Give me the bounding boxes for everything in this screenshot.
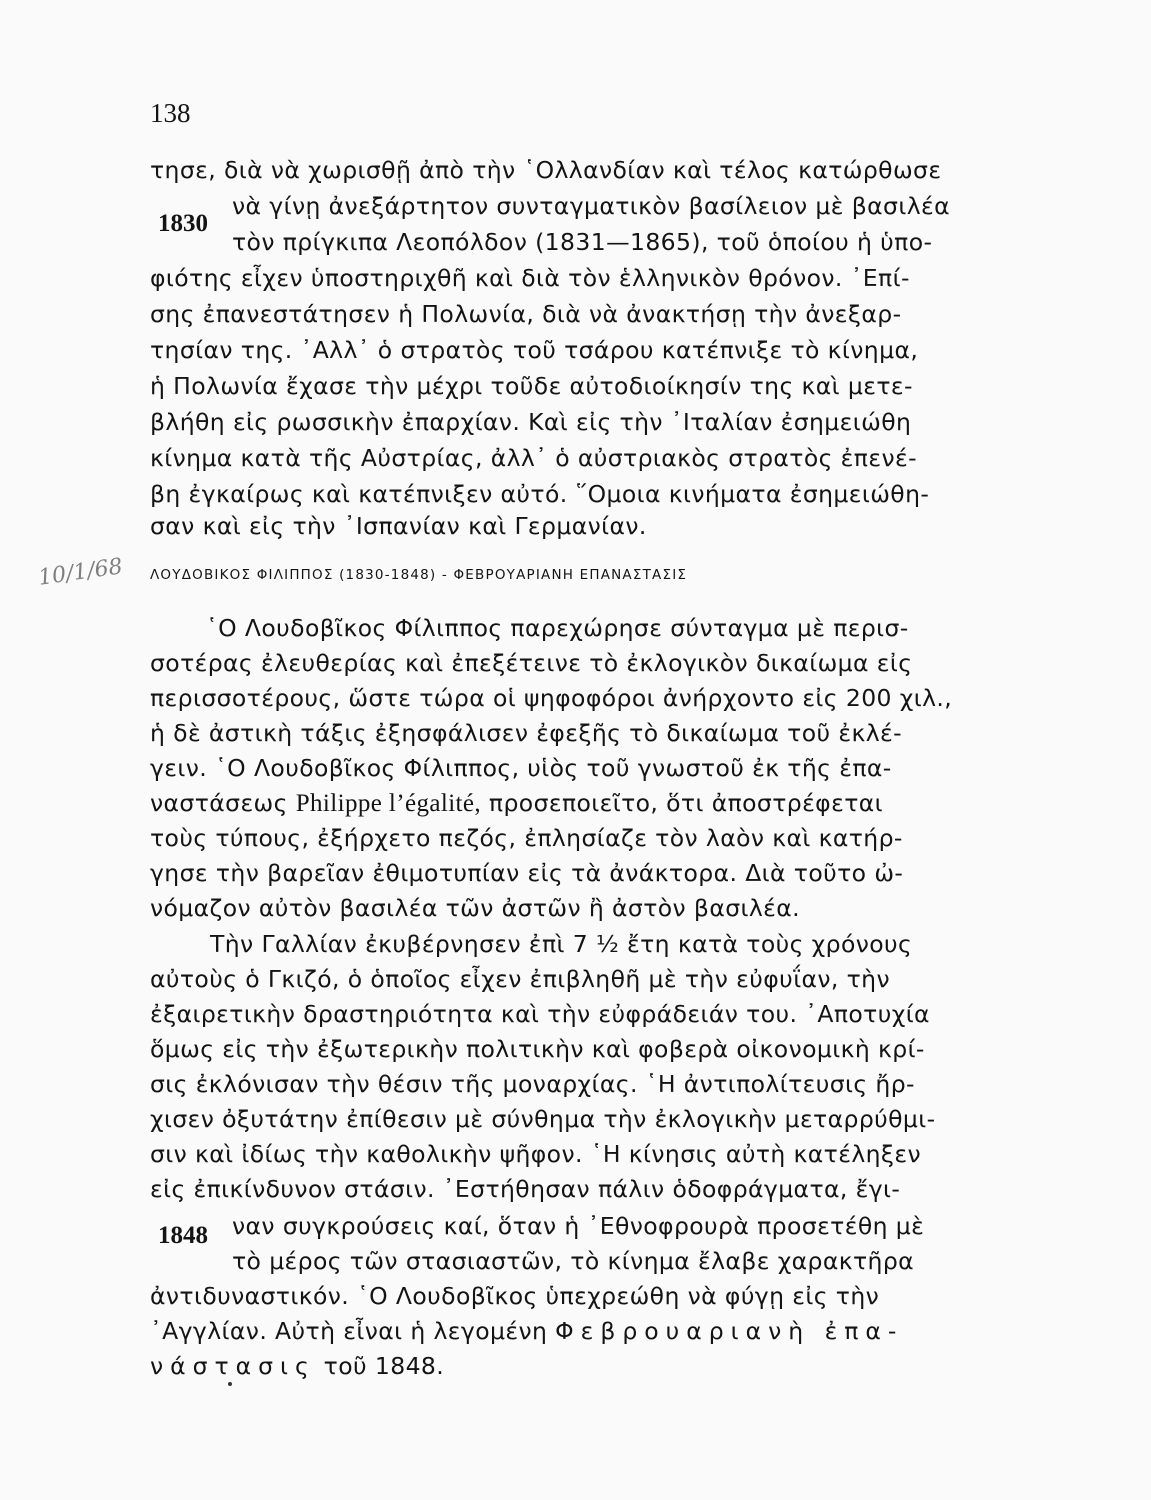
text-line: τὸν πρίγκιπα Λεοπόλδον (1831—1865), τοῦ ὁποίου ἡ ὑπο- [232,228,933,256]
text-line: σοτέρας ἐλευθερίας καὶ ἐπεξέτεινε τὸ ἐκλογικὸν δικαίωμα εἰς [150,649,913,677]
text-span: προσεποιεῖτο, ὅτι ἀποστρέφεται [488,789,883,817]
text-line: κίνημα κατὰ τῆς Αὐστρίας, ἀλλ᾽ ὁ αὐστριακὸς στρατὸς ἐπενέ- [150,444,917,472]
text-line: ὅμως εἰς τὴν ἐξωτερικὴν πολιτικὴν καὶ φοβερὰ οἰκονομικὴ κρί- [150,1035,925,1063]
latin-phrase: Philippe l’égalité, [295,790,482,817]
text-line: ἀντιδυναστικόν. ῾Ο Λουδοβῖκος ὑπεχρεώθη νὰ φύγῃ εἰς τὴν [150,1282,880,1310]
spaced-emphasis: Φεβρουαριανὴ ἐπα- [555,1317,904,1345]
text-line: τὸ μέρος τῶν στασιαστῶν, τὸ κίνημα ἔλαβε χαρακτῆρα [232,1247,915,1275]
text-line [150,1348,1128,1384]
text-line: γειν. ῾Ο Λουδοβῖκος Φίλιππος, υἱὸς τοῦ γνωστοῦ ἐκ τῆς ἐπα- [150,754,892,782]
text-line: σιν καὶ ἰδίως τὴν καθολικὴν ψῆφον. ῾Η κίνησις αὐτὴ κατέληξεν [150,1140,922,1168]
text-line: φιότης εἶχεν ὑποστηριχθῆ καὶ διὰ τὸν ἑλληνικὸν θρόνον. ᾽Επί- [150,264,910,292]
text-line: τοὺς τύπους, ἐξήρχετο πεζός, ἐπλησίαζε τὸν λαὸν καὶ κατήρ- [150,824,903,852]
text-line: νὰ γίνῃ ἀνεξάρτητον συνταγματικὸν βασίλειον μὲ βασιλέα [232,192,950,220]
text-line: ἡ δὲ ἀστικὴ τάξις ἐξησφάλισεν ἐφεξῆς τὸ δικαίωμα τοῦ ἐκλέ- [150,719,903,747]
text-line: περισσοτέρους, ὥστε τώρα οἱ ψηφοφόροι ἀνήρχοντο εἰς 200 χιλ., [150,684,953,712]
scan-speck [228,1382,232,1386]
text-line: νόμαζον αὐτὸν βασιλέα τῶν ἀστῶν ἢ ἀστὸν βασιλέα. [150,894,801,922]
text-line: αὐτοὺς ὁ Γκιζό, ὁ ὁποῖος εἶχεν ἐπιβληθῆ μὲ τὴν εὐφυΐαν, τὴν [150,965,890,993]
text-line: τησίαν της. ᾽Αλλ᾽ ὁ στρατὸς τοῦ τσάρου κατέπνιξε τὸ κίνημα, [150,336,919,364]
spaced-emphasis: νάστασις [150,1352,316,1380]
text-line: ῾Ο Λουδοβῖκος Φίλιππος παρεχώρησε σύνταγμα μὲ περισ- [206,614,909,642]
text-line [150,1313,1128,1349]
text-line: ἐξαιρετικὴν δραστηριότητα καὶ τὴν εὐφράδειάν του. ᾽Αποτυχία [150,1000,930,1028]
text-line: χισεν ὀξυτάτην ἐπίθεσιν μὲ σύνθημα τὴν ἐκλογικὴν μεταρρύθμι- [150,1105,936,1133]
text-line: ἡ Πολωνία ἔχασε τὴν μέχρι τοῦδε αὐτοδιοίκησίν της καὶ μετε- [150,372,913,400]
text-line: τησε, διὰ νὰ χωρισθῇ ἀπὸ τὴν ῾Ολλανδίαν καὶ τέλος κατώρθωσε [150,156,942,184]
text-line: γησε τὴν βαρεῖαν ἐθιμοτυπίαν εἰς τὰ ἀνάκτορα. Διὰ τοῦτο ὠ- [150,859,904,887]
page-number: 138 [150,98,191,128]
text-line: ναν συγκρούσεις καί, ὅταν ἡ ᾽Εθνοφρουρὰ προσετέθη μὲ [232,1212,925,1240]
year-marker-1848: 1848 [158,1222,208,1249]
text-line: Τὴν Γαλλίαν ἐκυβέρνησεν ἐπὶ 7 ½ ἔτη κατὰ τοὺς χρόνους [210,930,913,958]
text-line: σαν καὶ εἰς τὴν ᾽Ισπανίαν καὶ Γερμανίαν. [150,512,647,540]
year-marker-1830: 1830 [158,210,208,237]
section-heading: ΛΟΥΔΟΒΙΚΟΣ ΦΙΛΙΠΠΟΣ (1830-1848) - ΦΕΒΡΟΥΑΡΙΑΝΗ ΕΠΑΝΑΣΤΑΣΙΣ [150,567,688,583]
text-span: τοῦ 1848. [323,1352,445,1380]
text-line: σης ἐπανεστάτησεν ἡ Πολωνία, διὰ νὰ ἀνακτήσῃ τὴν ἀνεξαρ- [150,300,902,328]
text-line: βλήθη εἰς ρωσσικὴν ἐπαρχίαν. Καὶ εἰς τὴν ᾽Ιταλίαν ἐσημειώθη [150,408,912,436]
handwritten-margin-note: 10/1/68 [36,554,125,591]
text-span: ᾽Αγγλίαν. Αὐτὴ εἶναι ἡ λεγομένη [150,1317,548,1345]
text-span: ναστάσεως [150,789,288,817]
text-line: εἰς ἐπικίνδυνον στάσιν. ᾽Εστήθησαν πάλιν ὁδοφράγματα, ἔγι- [150,1175,901,1203]
text-line [150,785,1128,821]
text-line: σις ἐκλόνισαν τὴν θέσιν τῆς μοναρχίας. ῾Η ἀντιπολίτευσις ἤρ- [150,1070,915,1098]
text-line: βη ἐγκαίρως καὶ κατέπνιξεν αὐτό. ῞Ομοια κινήματα ἐσημειώθη- [150,480,930,508]
